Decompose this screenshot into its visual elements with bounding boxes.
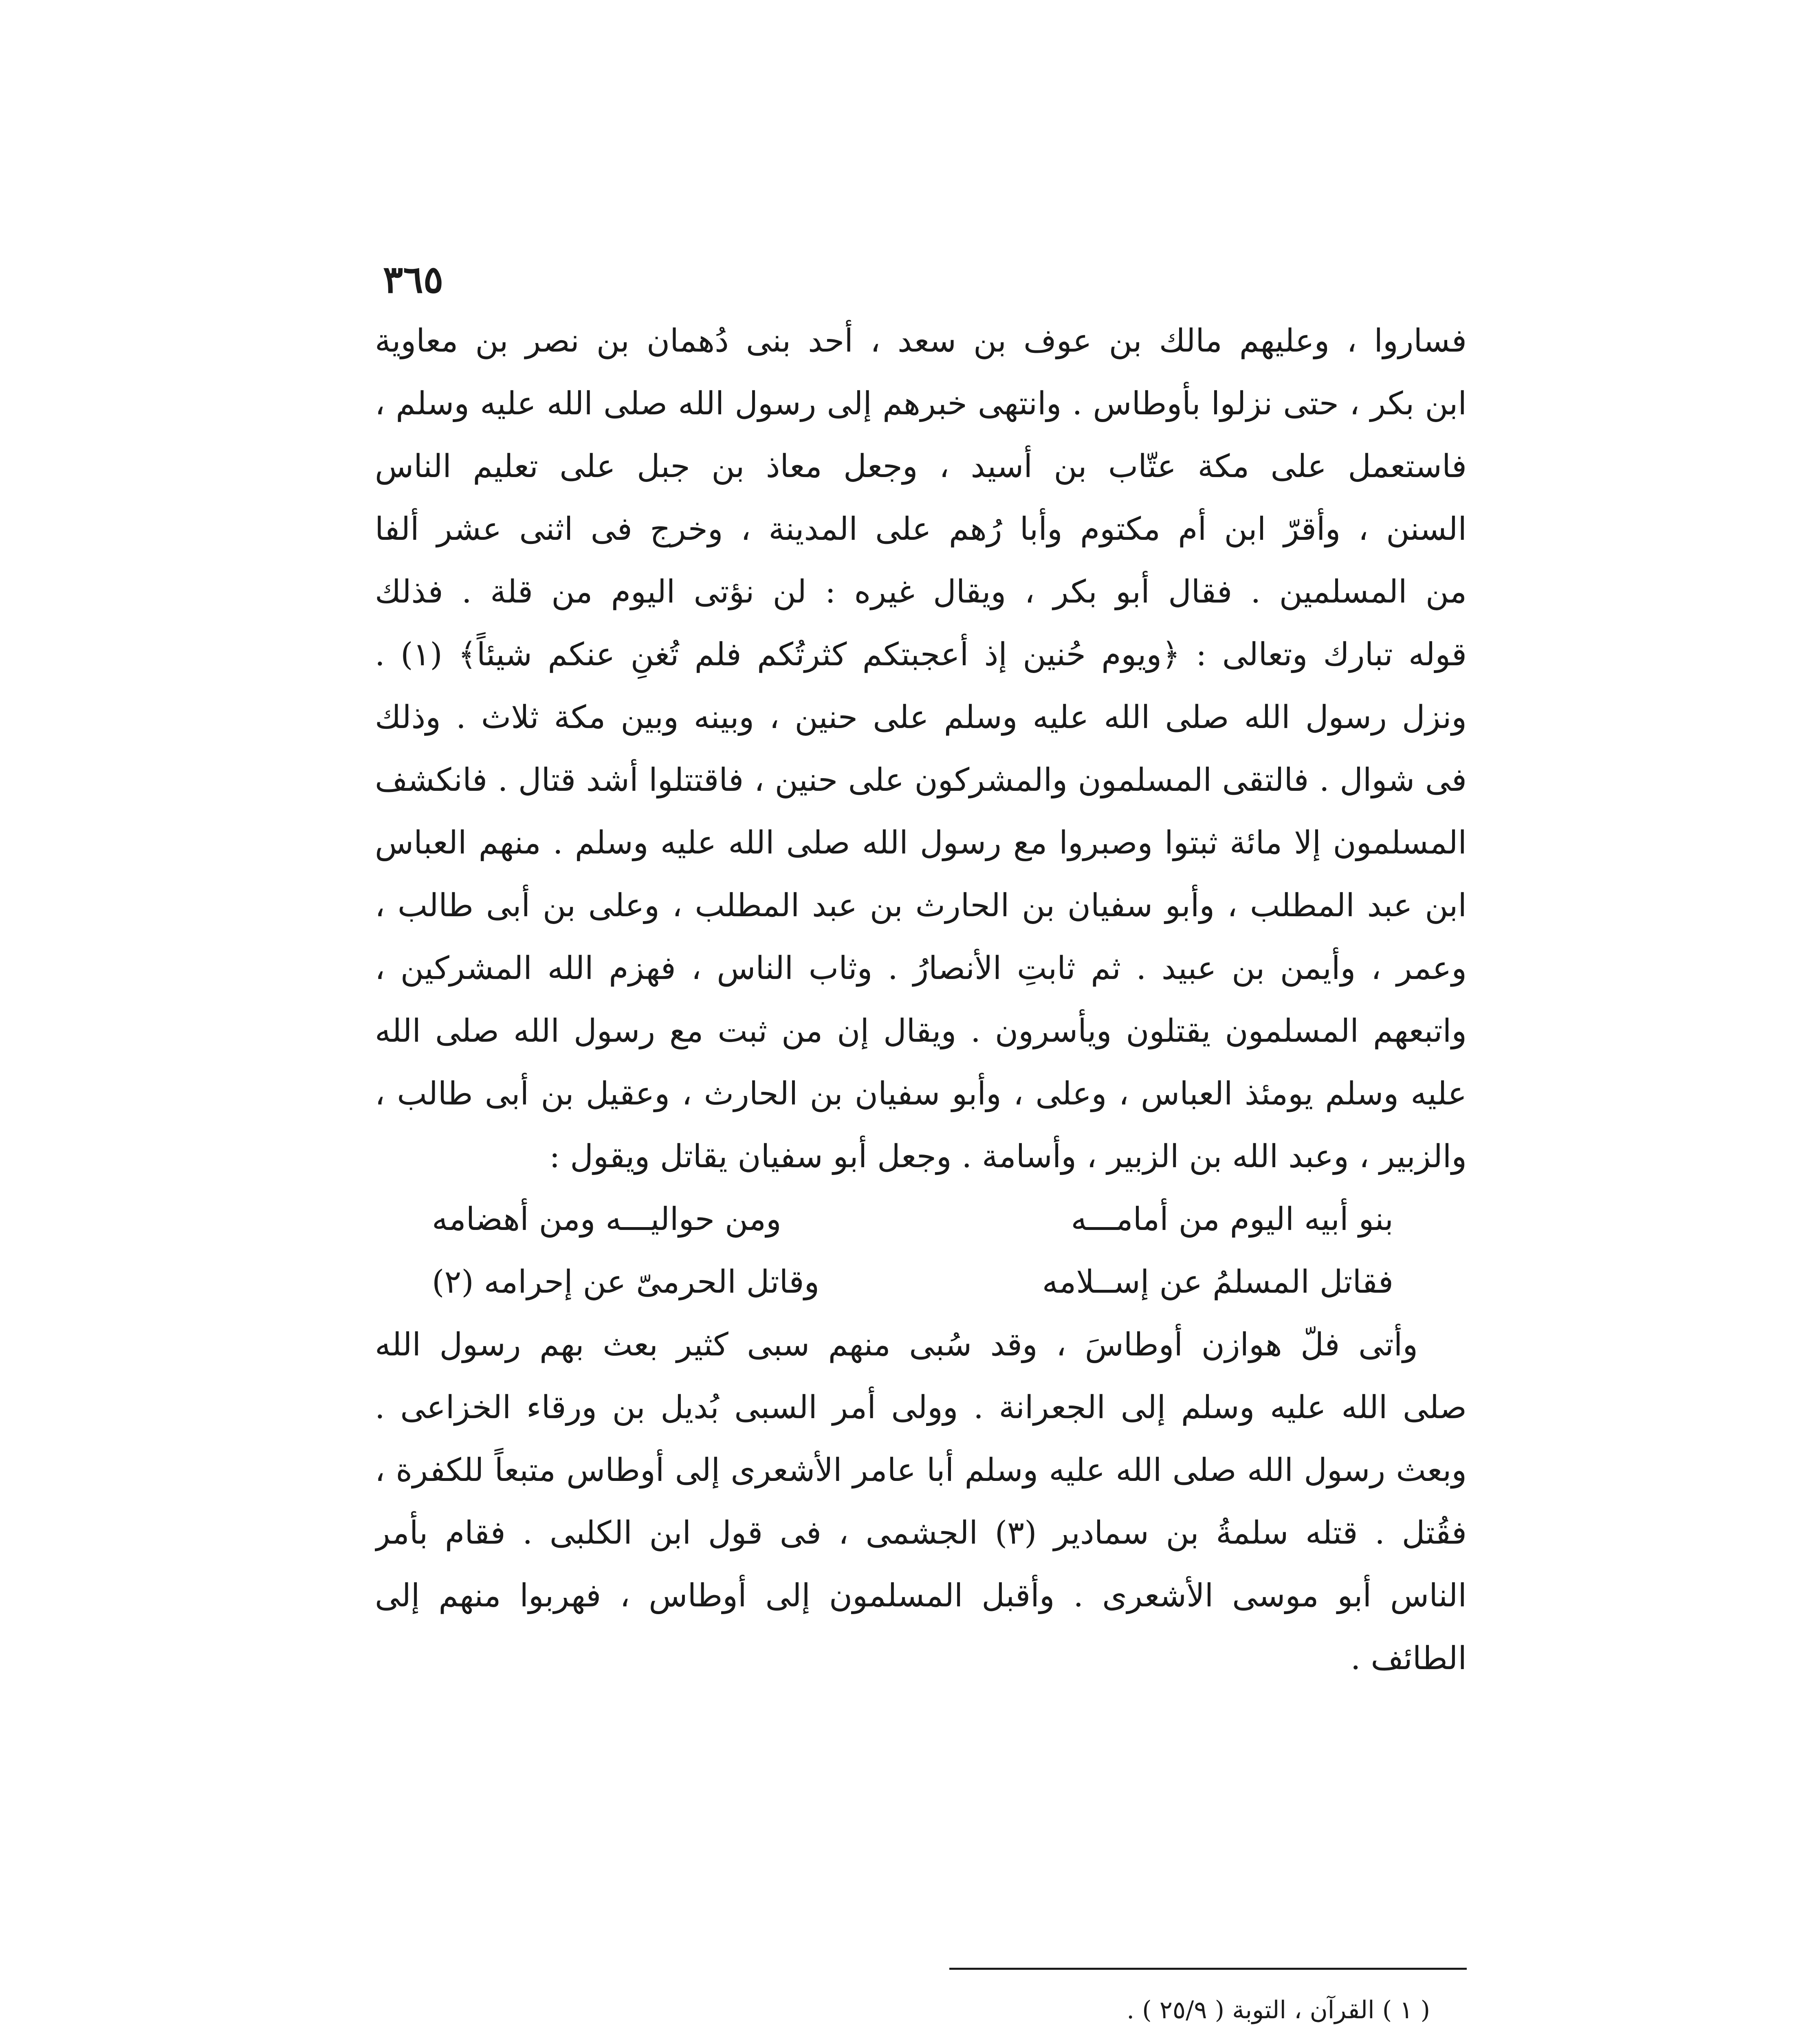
verse-first-hemistich: فقاتل المسلمُ عن إســلامه xyxy=(1042,1264,1393,1300)
text-line: وعمر ، وأيمن بن عبيد . ثم ثابتِ الأنصارُ . وثاب الناس ، فهزم الله المشركين ، xyxy=(375,950,1467,987)
text-line: وبعث رسول الله صلى الله عليه وسلم أبا عامر الأشعرى إلى أوطاس متبعاً للكفرة ، xyxy=(375,1452,1467,1489)
text-line: وأتى فلّ هوازن أوطاسَ ، وقد سُبى منهم سبى كثير بعث بهم رسول الله xyxy=(375,1326,1418,1363)
text-line: السنن ، وأقرّ ابن أم مكتوم وأبا رُهم على المدينة ، وخرج فى اثنى عشر ألفا xyxy=(375,511,1467,548)
text-line: قوله تبارك وتعالى : ﴿ويوم حُنين إذ أعجبتكم كثرتُكم فلم تُغنِ عنكم شيئاً﴾ (١) . xyxy=(375,636,1467,673)
text-line: الطائف . xyxy=(1350,1640,1467,1677)
text-line: الناس أبو موسى الأشعرى . وأقبل المسلمون إلى أوطاس ، فهربوا منهم إلى xyxy=(375,1577,1467,1614)
text-line: ابن عبد المطلب ، وأبو سفيان بن الحارث بن عبد المطلب ، وعلى بن أبى طالب ، xyxy=(375,887,1467,924)
text-line: فقُتل . قتله سلمةُ بن سمادير (٣) الجشمى ، فى قول ابن الكلبى . فقام بأمر xyxy=(375,1515,1467,1551)
verse-line xyxy=(375,1251,1467,1313)
footnote: ( ١ ) القرآن ، التوبة ( ٢٥/٩ ) . xyxy=(1127,1996,1430,2024)
verse-first-hemistich: بنو أبيه اليوم من أمامـــه xyxy=(1071,1201,1393,1238)
text-line: ونزل رسول الله صلى الله عليه وسلم على حنين ، وبينه وبين مكة ثلاث . وذلك xyxy=(375,699,1467,736)
text-line: واتبعهم المسلمون يقتلون ويأسرون . ويقال إن من ثبت مع رسول الله صلى الله xyxy=(375,1013,1467,1049)
verse-line xyxy=(375,1188,1467,1251)
footnote xyxy=(375,2032,1467,2037)
text-line: والزبير ، وعبد الله بن الزبير ، وأسامة . وجعل أبو سفيان يقاتل ويقول : xyxy=(549,1138,1467,1175)
text-line: ابن بكر ، حتى نزلوا بأوطاس . وانتهى خبرهم إلى رسول الله صلى الله عليه وسلم ، xyxy=(375,385,1467,422)
text-line: فى شوال . فالتقى المسلمون والمشركون على حنين ، فاقتتلوا أشد قتال . فانكشف xyxy=(375,762,1467,799)
footnotes xyxy=(375,1988,1467,2037)
text-line: فاستعمل على مكة عتّاب بن أسيد ، وجعل معاذ بن جبل على تعليم الناس xyxy=(375,448,1467,485)
text-line: صلى الله عليه وسلم إلى الجعرانة . وولى أمر السبى بُديل بن ورقاء الخزاعى . xyxy=(375,1389,1467,1426)
verse-second-hemistich: وقاتل الحرمىّ عن إحرامه (٢) xyxy=(432,1264,820,1300)
verse-second-hemistich: ومن حواليـــه ومن أهضامه xyxy=(432,1201,781,1238)
text-line: من المسلمين . فقال أبو بكر ، ويقال غيره : لن نؤتى اليوم من قلة . فذلك xyxy=(375,574,1467,610)
text-line: المسلمون إلا مائة ثبتوا وصبروا مع رسول الله صلى الله عليه وسلم . منهم العباس xyxy=(375,825,1467,861)
main-text xyxy=(375,310,1467,1690)
footnote-separator xyxy=(949,1968,1467,1970)
text-line: فساروا ، وعليهم مالك بن عوف بن سعد ، أحد بنى دُهمان بن نصر بن معاوية xyxy=(375,323,1467,359)
text-line: عليه وسلم يومئذ العباس ، وعلى ، وأبو سفيان بن الحارث ، وعقيل بن أبى طالب ، xyxy=(375,1076,1467,1112)
page-number: ٣٦٥ xyxy=(383,257,444,301)
